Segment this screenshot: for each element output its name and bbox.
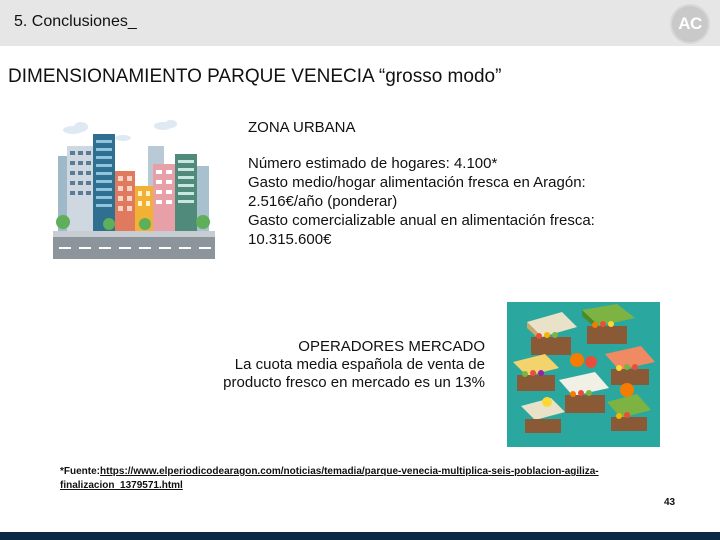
detail-line: Número estimado de hogares: 4.100* <box>248 155 498 172</box>
page-title: DIMENSIONAMIENTO PARQUE VENECIA “grosso modo” <box>8 66 502 87</box>
detail-line: 10.315.600€ <box>248 231 332 248</box>
zona-urbana-label: ZONA URBANA <box>248 119 356 136</box>
logo-text: AC <box>678 14 702 33</box>
operadores-line: La cuota media española de venta de <box>234 356 485 373</box>
source-link[interactable] <box>60 466 599 491</box>
city-illustration <box>53 116 215 259</box>
operadores-block <box>160 338 485 392</box>
zona-urbana-details <box>248 154 668 249</box>
page-number: 43 <box>664 497 676 508</box>
footnote-prefix: *Fuente: <box>60 466 100 477</box>
footnote <box>60 465 670 493</box>
detail-line: 2.516€/año (ponderar) <box>248 193 398 210</box>
market-illustration <box>507 302 660 447</box>
source-link-line1: https://www.elperiodicodearagon.com/noticias/temadia/parque-venecia-multiplica-seis-poblacion-agiliza- <box>100 466 599 477</box>
detail-line: Gasto medio/hogar alimentación fresca en Aragón: <box>248 174 586 191</box>
bottom-bar <box>0 532 720 540</box>
logo <box>670 4 710 44</box>
source-link-line2: finalizacion_1379571.html <box>60 480 183 491</box>
operadores-line: producto fresco en mercado es un 13% <box>223 374 485 391</box>
section-title: 5. Conclusiones_ <box>14 13 137 30</box>
detail-line: Gasto comercializable anual en alimentación fresca: <box>248 212 595 229</box>
operadores-heading: OPERADORES MERCADO <box>298 338 485 355</box>
